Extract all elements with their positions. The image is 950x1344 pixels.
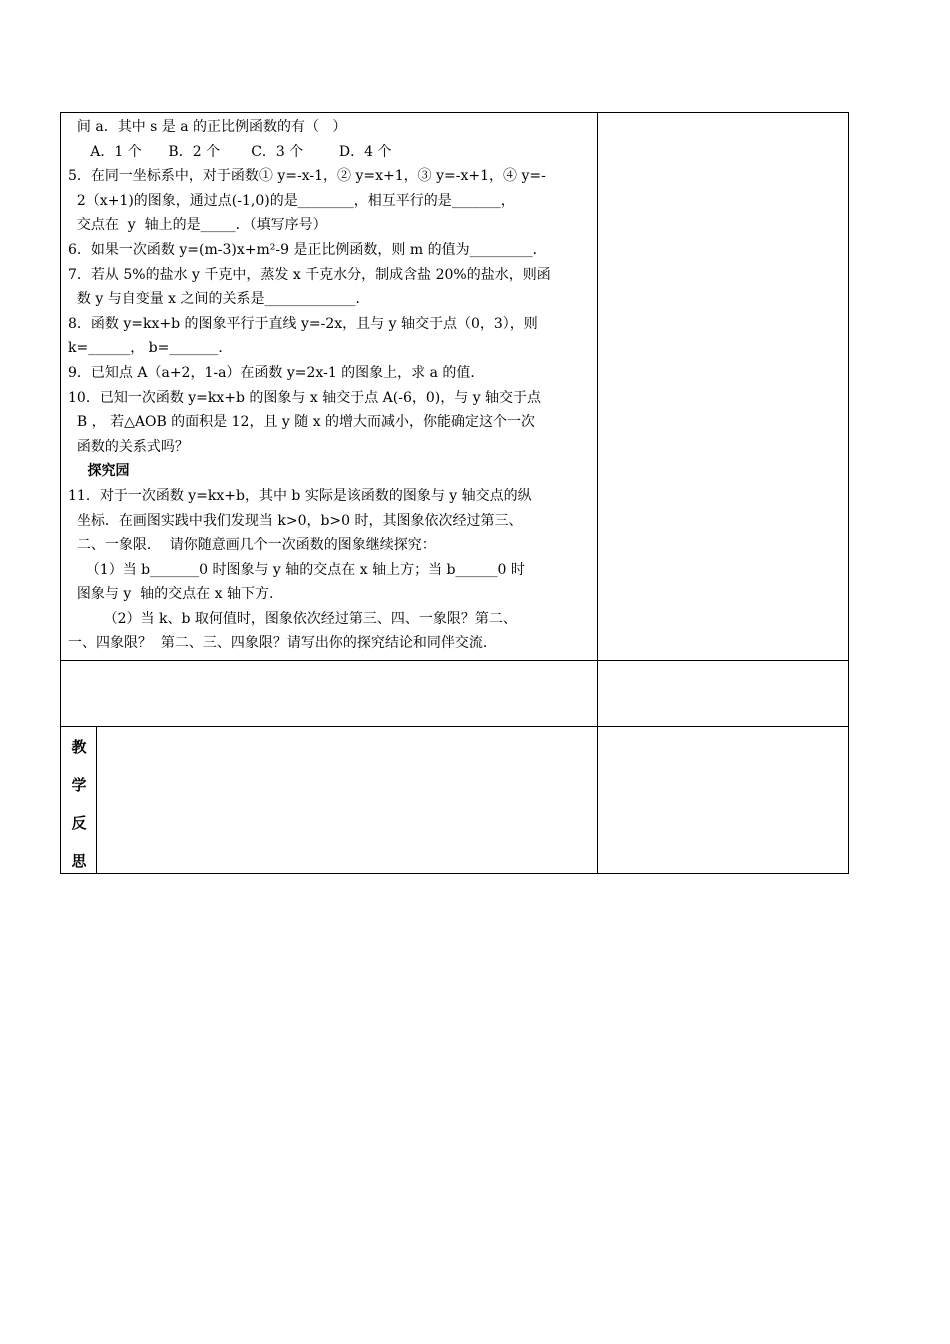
notes-cell-middle [597,660,849,727]
text-line: （2）当 k、b 取何值时，图象依次经过第三、四、一象限？第二、 [68,610,517,627]
text-line: B ， 若△AOB 的面积是 12，且 y 随 x 的增大而减小，你能确定这个一次 [68,414,536,431]
text-line: 10．已知一次函数 y=kx+b 的图象与 x 轴交于点 A(-6，0)，与 y 轴交于点 [68,389,542,406]
text-line: 8．函数 y=kx+b 的图象平行于直线 y=-2x，且与 y 轴交于点（0，3），则 [68,315,538,332]
blank-cell-middle [60,660,598,727]
text-line: 二、一象限． 请你随意画几个一次函数的图象继续探究： [68,537,436,554]
exercise-text [68,115,590,656]
text-line: 函数的关系式吗？ [68,438,189,455]
text-line: 坐标．在画图实践中我们发现当 k>0，b>0 时，其图象依次经过第三、 [68,512,523,529]
text-line: 一、四象限？ 第二、三、四象限？请写出你的探究结论和同伴交流. [68,635,488,652]
text-line: 2（x+1)的图象，通过点(-1,0)的是________，相互平行的是_______， [68,192,515,209]
notes-cell-bottom [597,726,849,874]
text-line: （1）当 b_______0 时图象与 y 轴的交点在 x 轴上方；当 b______0 时 [68,561,525,578]
text-line: 9．已知点 A（a+2，1-a）在函数 y=2x-1 的图象上，求 a 的值． [68,364,485,381]
text-line: A．1 个 B．2 个 C．3 个 D．4 个 [68,143,392,160]
text-line: 5．在同一坐标系中，对于函数① y=-x-1，② y=x+1，③ y=-x+1，④ y=- [68,168,546,185]
text-line: 数 y 与自变量 x 之间的关系是_____________． [68,291,370,308]
notes-cell-top [597,112,849,661]
reflection-label-cell [60,726,97,874]
section-heading: 探究园 [68,463,130,480]
text-line: 交点在 y 轴上的是_____．（填写序号） [68,217,327,234]
text-line: 间 a．其中 s 是 a 的正比例函数的有（ ） [68,119,347,135]
text-line: 6．如果一次函数 y=(m-3)x+m²-9 是正比例函数，则 m 的值为_________． [68,241,547,258]
reflection-label: 教 学 反 思 [71,738,87,870]
text-line: 11．对于一次函数 y=kx+b，其中 b 实际是该函数的图象与 y 轴交点的纵 [68,487,532,504]
lesson-table [60,112,849,874]
text-line: k=______， b=_______． [68,340,233,357]
reflection-cell [96,726,598,874]
text-line: 7．若从 5%的盐水 y 千克中，蒸发 x 千克水分，制成含盐 20%的盐水，则函 [68,266,551,283]
exercise-cell [60,112,598,661]
text-line: 图象与 y 轴的交点在 x 轴下方. [68,586,274,603]
